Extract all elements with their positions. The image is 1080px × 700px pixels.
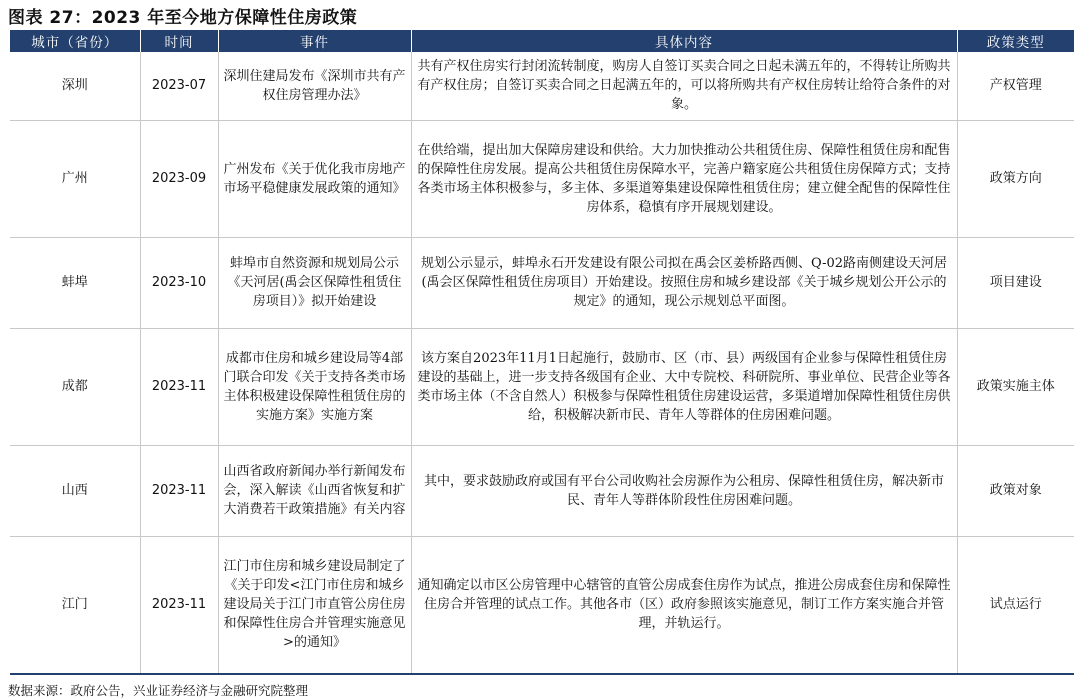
- cell-city: 蚌埠: [10, 237, 140, 328]
- cell-content: 该方案自2023年11月1日起施行，鼓励市、区（市、县）两级国有企业参与保障性租赁住房建设的基础上，进一步支持各级国有企业、大中专院校、科研院所、事业单位、民营企业等各类市场主体（不含自然人）积极参与保障性租赁住房建设运营，多渠道增加保障性租赁住房供给，积极解决新市民、青年人等群体的住房困难问题。: [411, 328, 957, 445]
- cell-time: 2023-10: [140, 237, 218, 328]
- cell-event: 成都市住房和城乡建设局等4部门联合印发《关于支持各类市场主体积极建设保障性租赁住房的实施方案》实施方案: [218, 328, 411, 445]
- cell-policy-type: 产权管理: [957, 52, 1074, 120]
- cell-time: 2023-11: [140, 536, 218, 674]
- header-time: 时间: [140, 30, 218, 52]
- cell-content: 规划公示显示，蚌埠永石开发建设有限公司拟在禹会区姜桥路西侧、Q-02路南侧建设天河居(禹会区保障性租赁住房项目）开始建设。按照住房和城乡建设部《关于城乡规划公开公示的规定》的通知，现公示规划总平面图。: [411, 237, 957, 328]
- cell-time: 2023-11: [140, 328, 218, 445]
- cell-city: 山西: [10, 445, 140, 536]
- cell-content: 共有产权住房实行封闭流转制度，购房人自签订买卖合同之日起未满五年的，不得转让所购共有产权住房；自签订买卖合同之日起满五年的，可以将所购共有产权住房转让给符合条件的对象。: [411, 52, 957, 120]
- header-content: 具体内容: [411, 30, 957, 52]
- table-row: [10, 52, 1074, 120]
- cell-content: 其中，要求鼓励政府或国有平台公司收购社会房源作为公租房、保障性租赁住房，解决新市民、青年人等群体阶段性住房困难问题。: [411, 445, 957, 536]
- table-header-row: [10, 30, 1074, 52]
- cell-event: 山西省政府新闻办举行新闻发布会，深入解读《山西省恢复和扩大消费若干政策措施》有关内容: [218, 445, 411, 536]
- cell-policy-type: 试点运行: [957, 536, 1074, 674]
- cell-time: 2023-07: [140, 52, 218, 120]
- figure-title: 图表 27：2023 年至今地方保障性住房政策: [8, 8, 358, 28]
- cell-event: 蚌埠市自然资源和规划局公示《天河居(禹会区保障性租赁住房项目）》拟开始建设: [218, 237, 411, 328]
- table-row: [10, 237, 1074, 328]
- cell-city: 成都: [10, 328, 140, 445]
- cell-time: 2023-09: [140, 120, 218, 237]
- cell-content: 通知确定以市区公房管理中心辖管的直管公房成套住房作为试点，推进公房成套住房和保障性住房合并管理的试点工作。其他各市（区）政府参照该实施意见，制订工作方案实施合并管理，并轨运行。: [411, 536, 957, 674]
- header-policy-type: 政策类型: [957, 30, 1074, 52]
- cell-content: 在供给端，提出加大保障房建设和供给。大力加快推动公共租赁住房、保障性租赁住房和配售的保障性住房发展。提高公共租赁住房保障水平，完善户籍家庭公共租赁住房保障方式；支持各类市场主体积极参与，多主体、多渠道筹集建设保障性租赁住房；建立健全配售的保障性住房体系，稳慎有序开展规划建设。: [411, 120, 957, 237]
- header-event: 事件: [218, 30, 411, 52]
- cell-time: 2023-11: [140, 445, 218, 536]
- cell-event: 广州发布《关于优化我市房地产市场平稳健康发展政策的通知》: [218, 120, 411, 237]
- table-row: [10, 120, 1074, 237]
- cell-policy-type: 政策实施主体: [957, 328, 1074, 445]
- policy-table: [10, 30, 1074, 675]
- cell-policy-type: 项目建设: [957, 237, 1074, 328]
- cell-event: 江门市住房和城乡建设局制定了《关于印发<江门市住房和城乡建设局关于江门市直管公房住房和保障性住房合并管理实施意见>的通知》: [218, 536, 411, 674]
- cell-city: 广州: [10, 120, 140, 237]
- cell-policy-type: 政策方向: [957, 120, 1074, 237]
- table-row: [10, 445, 1074, 536]
- data-source-note: 数据来源：政府公告，兴业证券经济与金融研究院整理: [8, 683, 309, 698]
- cell-policy-type: 政策对象: [957, 445, 1074, 536]
- cell-city: 江门: [10, 536, 140, 674]
- table-row: [10, 328, 1074, 445]
- cell-city: 深圳: [10, 52, 140, 120]
- cell-event: 深圳住建局发布《深圳市共有产权住房管理办法》: [218, 52, 411, 120]
- table-row: [10, 536, 1074, 674]
- header-city: 城市（省份）: [10, 30, 140, 52]
